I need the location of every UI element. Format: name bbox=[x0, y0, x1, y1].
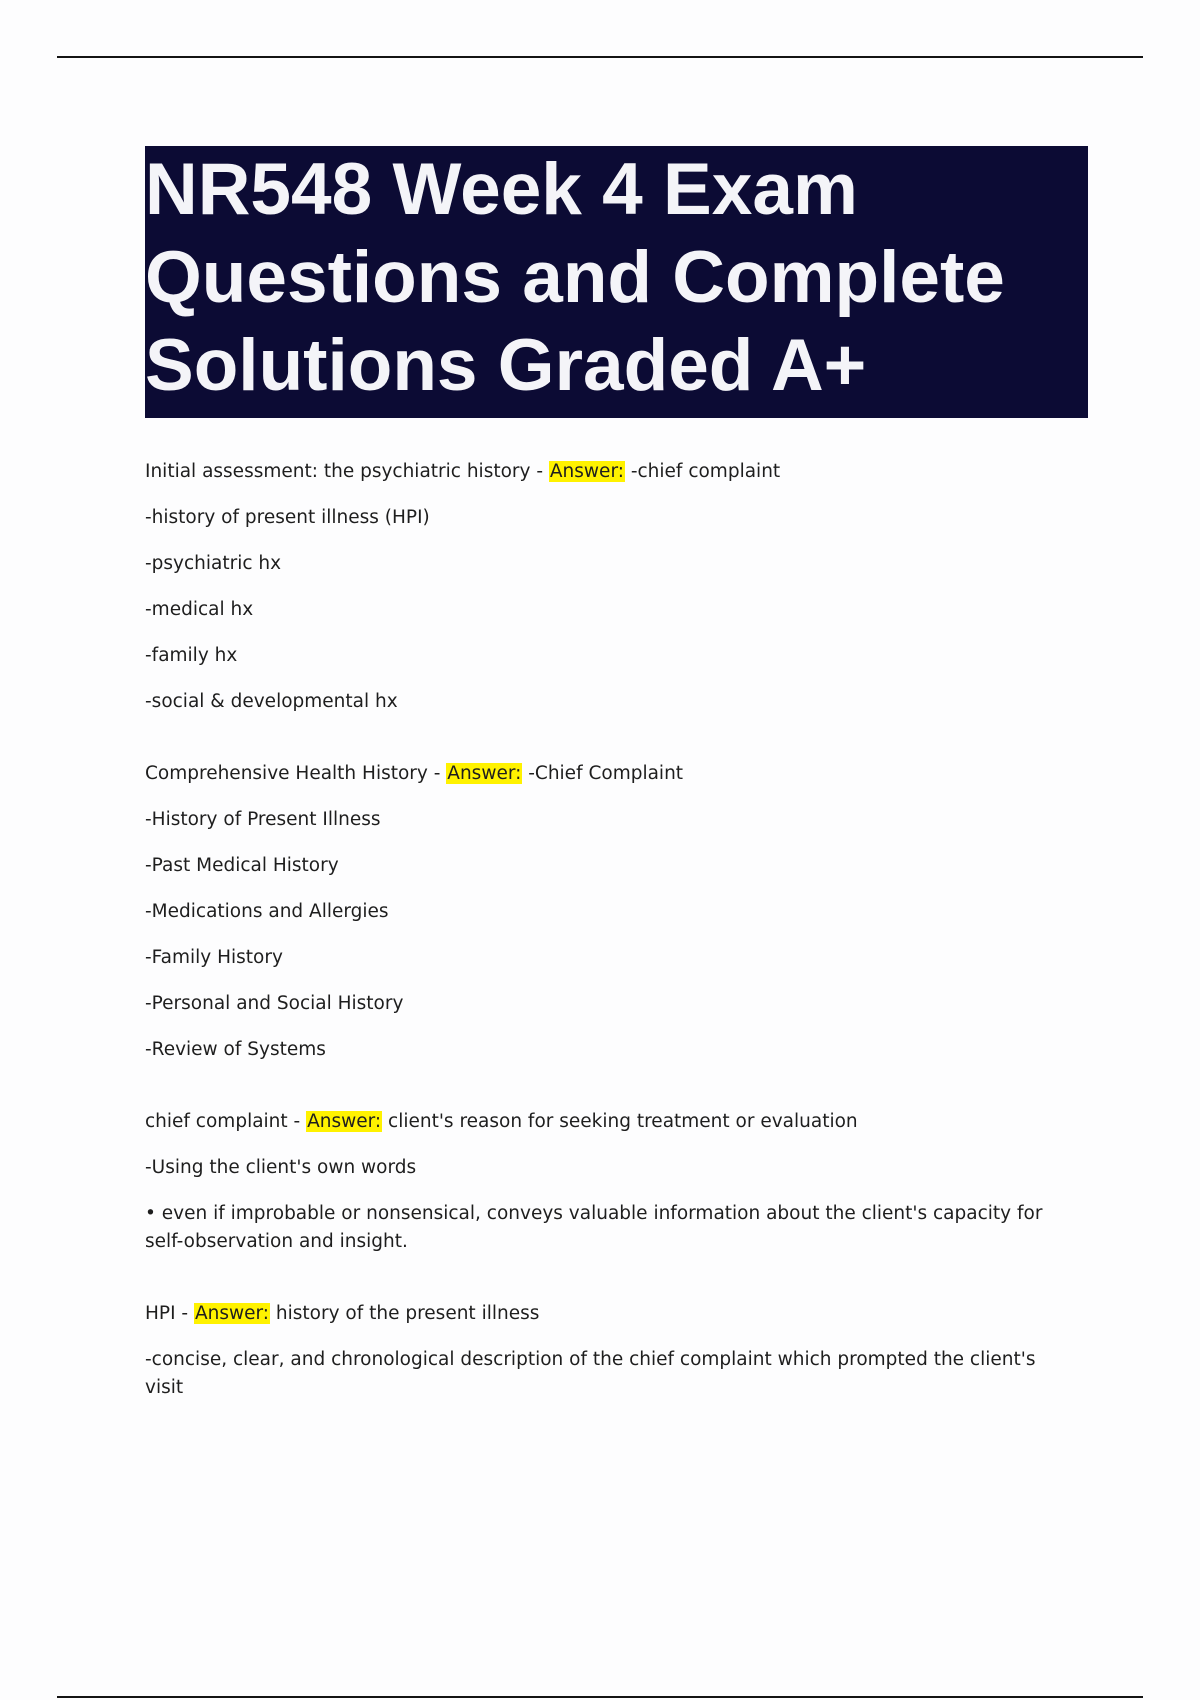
answer-line: -Family History bbox=[145, 947, 283, 968]
question-text: Comprehensive Health History - bbox=[145, 763, 447, 784]
answer-text: client's reason for seeking treatment or evaluation bbox=[382, 1111, 858, 1132]
document-body bbox=[145, 458, 1065, 1446]
answer-highlight: Answer: bbox=[307, 1111, 382, 1132]
qa-question-line bbox=[145, 458, 1065, 486]
qa-item-psychiatric-history bbox=[145, 458, 1065, 716]
answer-line: -Using the client's own words bbox=[145, 1157, 417, 1178]
title-line-3: Solutions Graded A+ bbox=[145, 325, 867, 406]
answer-line: -family hx bbox=[145, 645, 238, 666]
title-banner bbox=[145, 146, 1088, 418]
answer-line: -Review of Systems bbox=[145, 1039, 326, 1060]
answer-line: -social & developmental hx bbox=[145, 691, 398, 712]
question-text: Initial assessment: the psychiatric history - bbox=[145, 461, 549, 482]
qa-question-line bbox=[145, 760, 1065, 788]
document-title bbox=[145, 146, 1088, 410]
answer-line: • even if improbable or nonsensical, conveys valuable information about the client's capacity for self-observation and insight. bbox=[145, 1203, 1043, 1252]
qa-item-hpi bbox=[145, 1300, 1065, 1402]
answer-text: history of the present illness bbox=[270, 1303, 540, 1324]
answer-line: -concise, clear, and chronological description of the chief complaint which prompted the client's visit bbox=[145, 1349, 1036, 1398]
answer-highlight: Answer: bbox=[447, 763, 522, 784]
answer-highlight: Answer: bbox=[549, 461, 624, 482]
answer-text: -Chief Complaint bbox=[522, 763, 684, 784]
question-text: HPI - bbox=[145, 1303, 194, 1324]
answer-line: -history of present illness (HPI) bbox=[145, 507, 430, 528]
qa-item-comprehensive-health-history bbox=[145, 760, 1065, 1064]
title-line-1: NR548 Week 4 Exam bbox=[145, 149, 858, 230]
top-rule bbox=[57, 56, 1143, 58]
bottom-rule bbox=[57, 1696, 1143, 1698]
answer-line: -Medications and Allergies bbox=[145, 901, 389, 922]
qa-question-line bbox=[145, 1108, 1065, 1136]
answer-line: -psychiatric hx bbox=[145, 553, 282, 574]
answer-line: -medical hx bbox=[145, 599, 254, 620]
answer-line: -Past Medical History bbox=[145, 855, 339, 876]
answer-line: -Personal and Social History bbox=[145, 993, 404, 1014]
qa-question-line bbox=[145, 1300, 1065, 1328]
answer-highlight: Answer: bbox=[194, 1303, 270, 1324]
question-text: chief complaint - bbox=[145, 1111, 307, 1132]
answer-line: -History of Present Illness bbox=[145, 809, 381, 830]
qa-item-chief-complaint bbox=[145, 1108, 1065, 1256]
answer-text: -chief complaint bbox=[624, 461, 781, 482]
title-line-2: Questions and Complete bbox=[145, 237, 1005, 318]
